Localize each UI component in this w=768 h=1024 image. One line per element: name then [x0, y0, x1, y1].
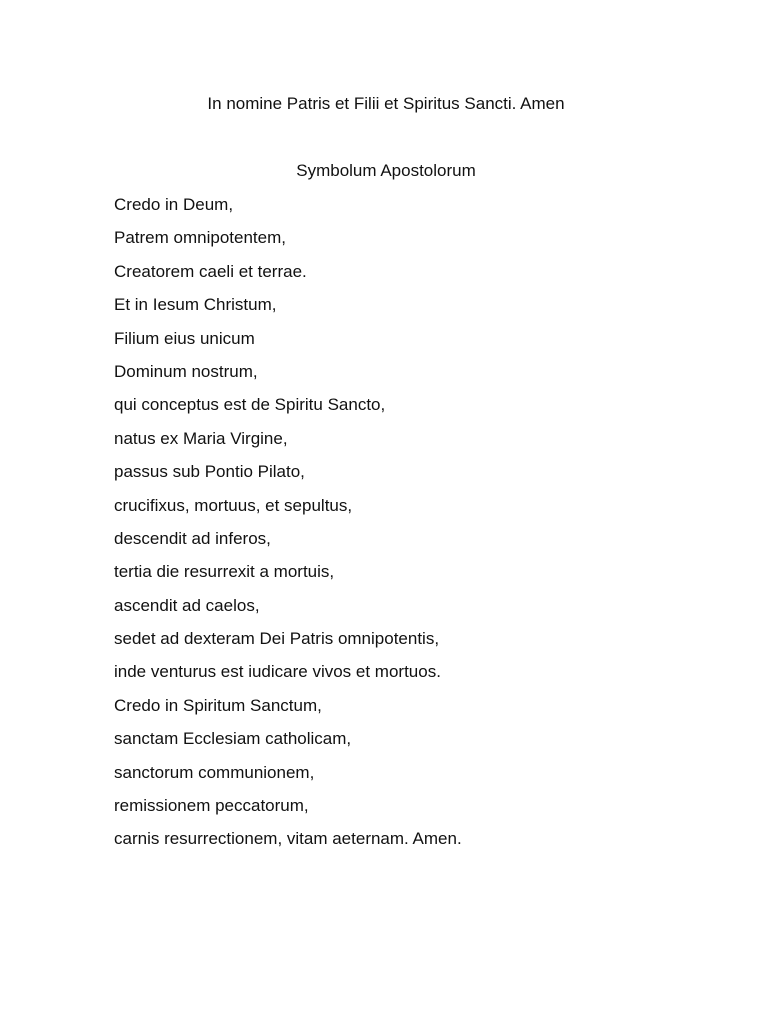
creed-line: carnis resurrectionem, vitam aeternam. Amen. [114, 829, 462, 849]
creed-line: Credo in Deum, [114, 195, 234, 214]
document-title: Symbolum Apostolorum [296, 161, 476, 180]
creed-line: Et in Iesum Christum, [114, 295, 277, 315]
invocation-line: In nomine Patris et Filii et Spiritus Sancti. Amen [207, 94, 565, 113]
creed-line: sanctorum communionem, [114, 762, 315, 782]
creed-line: remissionem peccatorum, [114, 796, 309, 816]
creed-line: inde venturus est iudicare vivos et mortuos. [114, 662, 441, 682]
creed-line: Credo in Spiritum Sanctum, [114, 695, 322, 715]
creed-line: natus ex Maria Virgine, [114, 428, 288, 448]
creed-line: crucifixus, mortuus, et sepultus, [114, 495, 353, 515]
creed-line: Creatorem caeli et terrae. [114, 261, 307, 281]
creed-line: passus sub Pontio Pilato, [114, 462, 305, 482]
creed-text [114, 194, 462, 862]
creed-line: Patrem omnipotentem, [114, 228, 286, 248]
creed-line: qui conceptus est de Spiritu Sancto, [114, 395, 386, 415]
creed-line: descendit ad inferos, [114, 528, 271, 548]
creed-line: tertia die resurrexit a mortuis, [114, 562, 335, 582]
creed-line: Filium eius unicum [114, 328, 255, 348]
creed-line: Dominum nostrum, [114, 361, 258, 381]
creed-line: sanctam Ecclesiam catholicam, [114, 729, 352, 749]
creed-line: ascendit ad caelos, [114, 595, 260, 615]
creed-line: sedet ad dexteram Dei Patris omnipotentis, [114, 629, 440, 649]
